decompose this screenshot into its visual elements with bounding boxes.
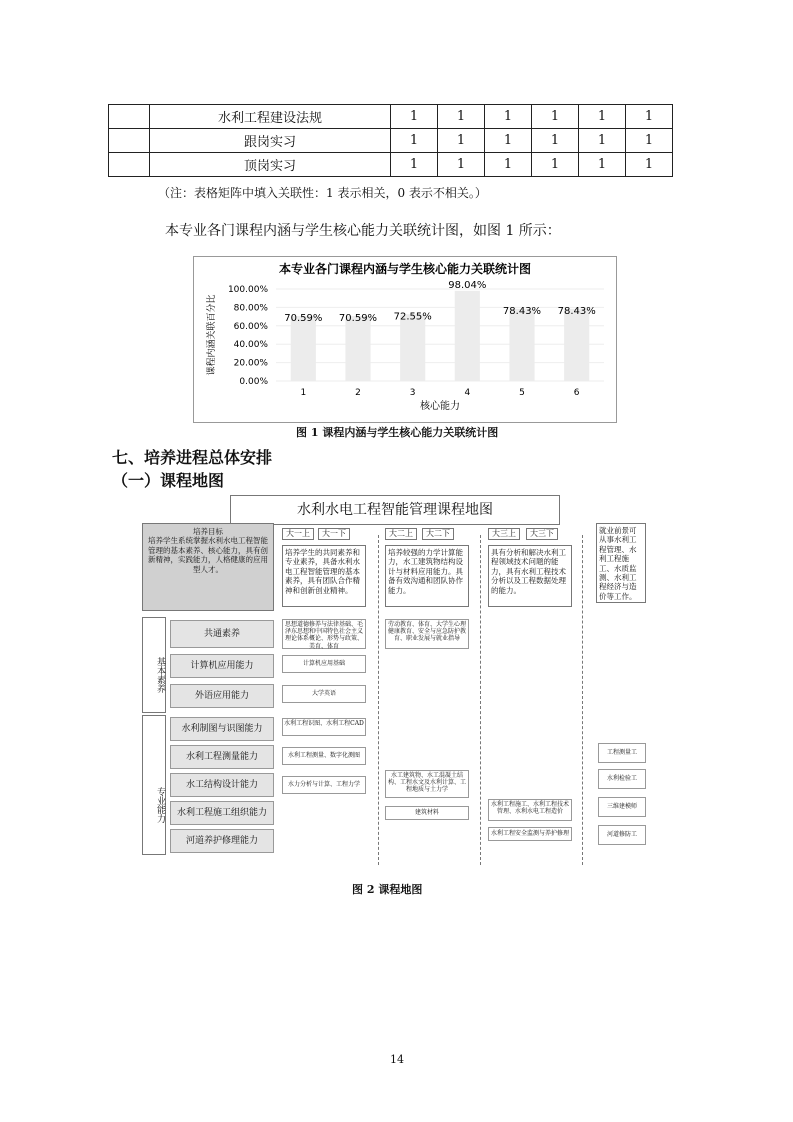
job-box: 三维建模师 xyxy=(598,797,646,817)
bar xyxy=(564,309,589,381)
table-cell xyxy=(109,129,150,153)
course-box: 水工建筑物、水工混凝土结构、工程水文及水利计算、工程地质与土力学 xyxy=(385,770,469,798)
relevance-value-cell: 1 xyxy=(579,153,626,177)
chart-title: 本专业各门课程内涵与学生核心能力关联统计图 xyxy=(278,262,532,276)
bar-chart xyxy=(194,257,616,422)
category-basic: 基本素养 xyxy=(142,617,166,713)
bar xyxy=(400,314,425,381)
relevance-value-cell: 1 xyxy=(485,105,532,129)
bar xyxy=(345,316,370,381)
relevance-value-cell: 1 xyxy=(438,105,485,129)
x-tick-label: 1 xyxy=(300,388,307,398)
course-name-cell: 顶岗实习 xyxy=(150,153,391,177)
x-tick-label: 6 xyxy=(573,388,580,398)
course-box: 计算机应用基础 xyxy=(282,655,366,673)
bar xyxy=(509,309,534,381)
figure-1-caption: 图 1 课程内涵与学生核心能力关联统计图 xyxy=(296,426,499,439)
relevance-matrix-table xyxy=(108,104,673,177)
career-description: 就业前景可从事水利工程管理、水利工程施工、水质监测、水利工程经济与造价等工作。 xyxy=(596,523,646,603)
data-label: 78.43% xyxy=(557,305,596,317)
y-tick-label: 100.00% xyxy=(227,285,268,295)
course-box: 大学英语 xyxy=(282,685,366,703)
course-box: 水力分析与计算、工程力学 xyxy=(282,776,366,794)
data-label: 78.43% xyxy=(502,305,542,317)
course-name-cell: 跟岗实习 xyxy=(150,129,391,153)
relevance-value-cell: 1 xyxy=(579,105,626,129)
table-row xyxy=(109,129,673,153)
x-tick-label: 5 xyxy=(519,388,525,398)
table-note: （注：表格矩阵中填入关联性：1 表示相关，0 表示不相关。） xyxy=(158,186,487,200)
table-cell xyxy=(109,153,150,177)
y-axis-label: 课程内涵关联百分比 xyxy=(207,294,217,376)
relevance-value-cell: 1 xyxy=(626,129,673,153)
year3-description: 具有分析和解决水利工程领域技术问题的能力，具有水利工程技术分析以及工程数据处理的能力。 xyxy=(488,545,572,607)
data-label: 70.59% xyxy=(284,313,323,325)
semester-tag: 大二下 xyxy=(422,528,454,540)
ability-cell: 共通素养 xyxy=(170,620,274,648)
ability-cell: 计算机应用能力 xyxy=(170,654,274,678)
relevance-value-cell: 1 xyxy=(485,129,532,153)
table-cell xyxy=(109,105,150,129)
relevance-value-cell: 1 xyxy=(626,105,673,129)
job-box: 水利检验工 xyxy=(598,769,646,789)
semester-tag: 大一下 xyxy=(318,528,350,540)
x-tick-label: 4 xyxy=(464,388,471,398)
course-map xyxy=(130,495,660,865)
course-box: 水利工程测量、数字化测图 xyxy=(282,747,366,765)
intro-paragraph: 本专业各门课程内涵与学生核心能力关联统计图，如图 1 所示： xyxy=(165,223,561,239)
relevance-value-cell: 1 xyxy=(532,129,579,153)
semester-tag: 大三下 xyxy=(526,528,558,540)
table-row xyxy=(109,105,673,129)
y-tick-label: 20.00% xyxy=(233,358,268,369)
relevance-value-cell: 1 xyxy=(438,129,485,153)
data-label: 98.04% xyxy=(448,279,487,291)
relevance-value-cell: 1 xyxy=(532,153,579,177)
bar xyxy=(291,316,316,381)
training-goal: 培养目标 培养学生系统掌握水利水电工程智能管理的基本素养、核心能力，具有创新精神，实践能力，人格健康的应用型人才。 xyxy=(142,523,274,611)
job-box: 河道修防工 xyxy=(598,825,646,845)
relevance-value-cell: 1 xyxy=(579,129,626,153)
x-axis-label: 核心能力 xyxy=(420,401,460,412)
semester-tag: 大一上 xyxy=(282,528,314,540)
page-number: 14 xyxy=(390,1053,404,1066)
semester-tag: 大二上 xyxy=(385,528,417,540)
course-box: 水利工程施工、水利工程技术管理、水利水电工程造价 xyxy=(488,799,572,821)
course-box: 水利工程识图、水利工程CAD xyxy=(282,718,366,736)
ability-cell: 水工结构设计能力 xyxy=(170,773,274,797)
relevance-value-cell: 1 xyxy=(438,153,485,177)
relevance-value-cell: 1 xyxy=(532,105,579,129)
semester-tag: 大三上 xyxy=(488,528,520,540)
x-tick-label: 3 xyxy=(409,388,416,398)
course-box: 建筑材料 xyxy=(385,806,469,820)
section-heading: 七、培养进程总体安排 xyxy=(112,448,273,467)
x-tick-label: 2 xyxy=(355,388,361,398)
y-tick-label: 0.00% xyxy=(239,377,268,387)
data-label: 70.59% xyxy=(338,313,378,325)
year2-description: 培养较强的力学计算能力，水工建筑物结构设计与材料应用能力。具备有效沟通和团队协作能力。 xyxy=(385,545,469,607)
y-tick-label: 60.00% xyxy=(233,321,268,332)
ability-cell: 外语应用能力 xyxy=(170,684,274,708)
job-box: 工程测量工 xyxy=(598,743,646,763)
figure-2-caption: 图 2 课程地图 xyxy=(352,883,423,896)
data-label: 72.55% xyxy=(393,311,432,323)
relevance-value-cell: 1 xyxy=(391,129,438,153)
year1-description: 培养学生的共同素养和专业素养，具备水利水电工程智能管理的基本素养，具有团队合作精神和创新创业精神。 xyxy=(282,545,366,607)
course-box: 劳动教育、体育、大学生心理健康教育、安全与应急防护教育、职业发展与就业指导 xyxy=(385,619,469,649)
bar xyxy=(455,291,480,381)
figure-1-chart xyxy=(193,256,617,423)
course-name-cell: 水利工程建设法规 xyxy=(150,105,391,129)
subsection-heading: （一）课程地图 xyxy=(112,471,225,490)
relevance-value-cell: 1 xyxy=(391,153,438,177)
ability-cell: 河道养护修理能力 xyxy=(170,829,274,853)
ability-cell: 水利工程施工组织能力 xyxy=(170,801,274,825)
relevance-value-cell: 1 xyxy=(626,153,673,177)
course-map-title: 水利水电工程智能管理课程地图 xyxy=(230,495,560,525)
category-professional: 专业能力 xyxy=(142,715,166,855)
relevance-value-cell: 1 xyxy=(391,105,438,129)
y-tick-label: 40.00% xyxy=(233,340,268,351)
y-tick-label: 80.00% xyxy=(233,303,268,314)
table-row xyxy=(109,153,673,177)
course-box: 思想道德修养与法律基础、毛泽东思想和中国特色社会主义理论体系概论、形势与政策、美育、体育 xyxy=(282,619,366,649)
ability-cell: 水利工程测量能力 xyxy=(170,745,274,769)
ability-cell: 水利制图与识图能力 xyxy=(170,717,274,741)
relevance-value-cell: 1 xyxy=(485,153,532,177)
course-box: 水利工程安全监测与养护修理 xyxy=(488,827,572,841)
